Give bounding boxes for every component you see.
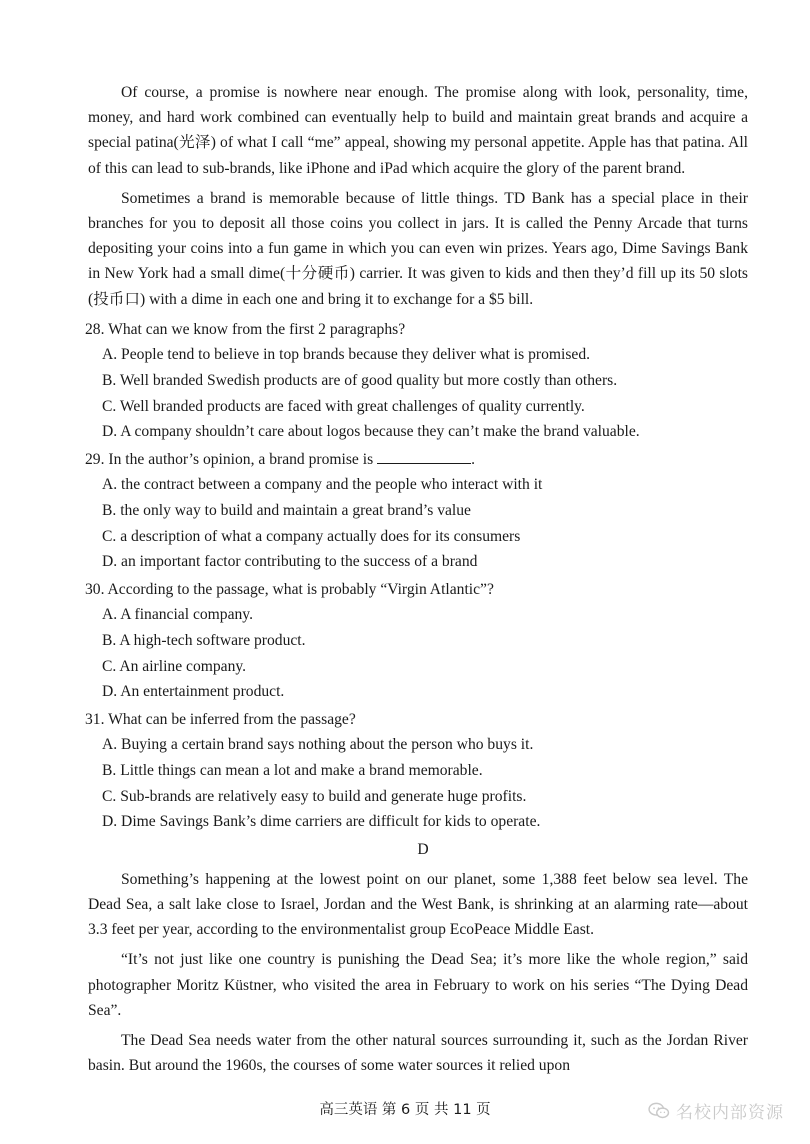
option-c: C. An airline company.: [102, 657, 247, 675]
option-d: D. an important factor contributing to the success of a brand: [102, 553, 478, 571]
watermark-text: 名校内部资源: [676, 1103, 784, 1123]
question-29: [85, 447, 748, 575]
paragraph: Of course, a promise is nowhere near enough. The promise along with look, personality, time, money, and hard work combined can eventually help to build and maintain great brands and acquire a special patina(光泽) of what I call “me” appeal, showing my personal appetite. Apple has that patina. All of this can lead to sub-brands, like iPhone and iPad which acquire the glory of the parent brand.: [88, 84, 748, 177]
option-c: C. Well branded products are faced with great challenges of quality currently.: [102, 397, 585, 415]
question-stem-end: .: [471, 450, 475, 468]
paragraph: Something’s happening at the lowest point on our planet, some 1,388 feet below sea level. The Dead Sea, a salt lake close to Israel, Jordan and the West Bank, is shrinking at an alarming rate—about 3.3 feet per year, according to the environmentalist group EcoPeace Middle East.: [88, 870, 748, 939]
page-footer: 高三英语 第 6 页 共 11 页: [319, 1102, 491, 1118]
question-stem: [85, 447, 748, 473]
option-c: C. Sub-brands are relatively easy to build and generate huge profits.: [102, 787, 527, 805]
question-stem: 28. What can we know from the first 2 paragraphs?: [85, 320, 406, 338]
option-b: B. A high-tech software product.: [102, 631, 306, 649]
page-content: [85, 80, 748, 1083]
question-stem: 30. According to the passage, what is probably “Virgin Atlantic”?: [85, 580, 494, 598]
wechat-icon: [648, 1102, 670, 1120]
paragraph: “It’s not just like one country is punishing the Dead Sea; it’s more like the whole region,” said photographer Moritz Küstner, who visited the area in February to work on his series “The Dying Dead Sea”.: [88, 951, 748, 1019]
option-a: A. Buying a certain brand says nothing about the person who buys it.: [102, 736, 534, 754]
paragraph: The Dead Sea needs water from the other natural sources surrounding it, such as the Jordan River basin. But around the 1960s, the courses of some water sources it relied upon: [88, 1031, 748, 1075]
options-list: [102, 732, 748, 834]
option-d: D. An entertainment product.: [102, 683, 285, 701]
paragraph: Sometimes a brand is memorable because of little things. TD Bank has a special place in their branches for you to deposit all those coins you collect in jars. It is called the Penny Arcade that turns depositing your coins into a fun game in which you can even win prizes. Years ago, Dime Savings Bank in New York had a small dime(十分硬币) carrier. It was given to kids and then they’d fill up its 50 slots (投币口) with a dime in each one and bring it to exchange for a $5 bill.: [88, 189, 748, 308]
question-stem-text: 29. In the author’s opinion, a brand promise is: [85, 450, 374, 468]
option-b: B. the only way to build and maintain a great brand’s value: [102, 501, 471, 519]
section-heading: D: [417, 840, 429, 858]
question-30: [85, 577, 748, 705]
option-a: A. the contract between a company and the people who interact with it: [102, 476, 543, 494]
question-31: [85, 707, 748, 835]
option-d: D. A company shouldn’t care about logos because they can’t make the brand valuable.: [102, 423, 640, 441]
question-stem: 31. What can be inferred from the passage?: [85, 710, 356, 728]
answer-blank: [377, 449, 471, 464]
option-b: B. Little things can mean a lot and make a brand memorable.: [102, 761, 483, 779]
option-a: A. People tend to believe in top brands because they deliver what is promised.: [102, 346, 591, 364]
options-list: [102, 342, 748, 444]
option-c: C. a description of what a company actually does for its consumers: [102, 527, 521, 545]
watermark: [648, 1098, 784, 1123]
option-a: A. A financial company.: [102, 606, 253, 624]
options-list: [102, 472, 748, 574]
option-b: B. Well branded Swedish products are of good quality but more costly than others.: [102, 372, 618, 390]
options-list: [102, 602, 748, 704]
option-d: D. Dime Savings Bank’s dime carriers are difficult for kids to operate.: [102, 813, 541, 831]
question-28: [85, 317, 748, 445]
